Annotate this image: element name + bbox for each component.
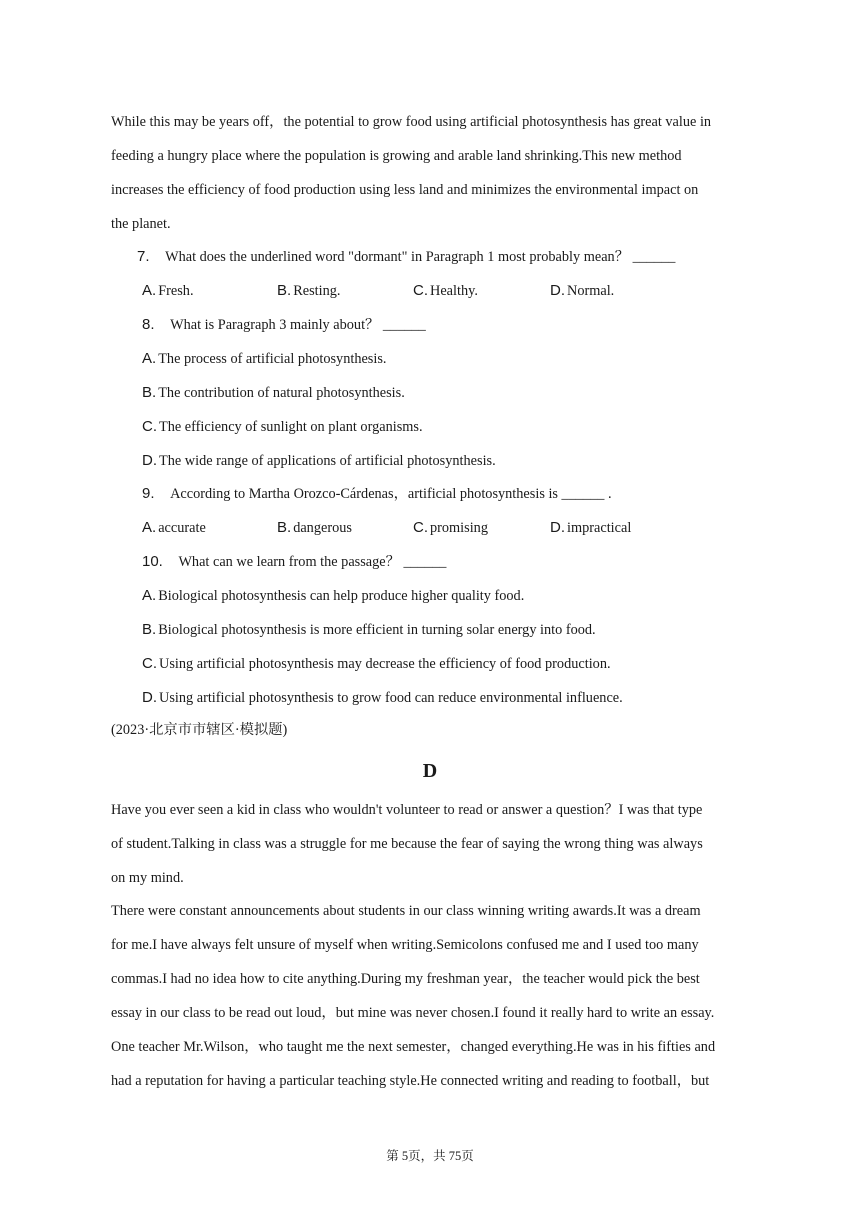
option-10a — [142, 587, 524, 605]
section-title: D — [422, 760, 438, 782]
option-letter: B. — [142, 621, 157, 638]
question-text: What is Paragraph 3 mainly about？ ______ — [170, 317, 426, 333]
passage-d-line: There were constant announcements about students in our class winning writing awards.It was a dream — [111, 903, 701, 919]
question-7 — [137, 248, 675, 266]
option-10b — [142, 621, 596, 639]
option-letter: A. — [142, 282, 157, 299]
option-text: Biological photosynthesis is more efficient in turning solar energy into food. — [158, 622, 596, 638]
option-text: Using artificial photosynthesis to grow food can reduce environmental influence. — [159, 690, 623, 706]
option-letter: C. — [142, 418, 157, 435]
option-10d — [142, 689, 623, 707]
option-text: Fresh. — [158, 283, 194, 299]
source-label: (2023·北京市市辖区·模拟题) — [111, 722, 288, 738]
question-number: 8. — [142, 316, 155, 333]
option-7a — [142, 282, 194, 300]
passage-d-line: had a reputation for having a particular teaching style.He connected writing and reading to football，but — [111, 1073, 710, 1089]
passage-d-line: on my mind. — [111, 870, 184, 886]
option-letter: C. — [413, 282, 428, 299]
option-text: dangerous — [293, 520, 352, 536]
option-letter: B. — [277, 519, 292, 536]
option-8a — [142, 350, 386, 368]
option-letter: A. — [142, 519, 157, 536]
option-9d — [550, 519, 631, 537]
option-letter: C. — [142, 655, 157, 672]
option-letter: D. — [142, 452, 157, 469]
question-8 — [142, 316, 426, 334]
option-text: Healthy. — [430, 283, 478, 299]
option-text: Biological photosynthesis can help produce higher quality food. — [158, 588, 525, 604]
passage-d-line: of student.Talking in class was a struggle for me because the fear of saying the wrong thing was always — [111, 836, 703, 852]
question-10 — [142, 553, 446, 571]
option-letter: D. — [550, 519, 565, 536]
option-8c — [142, 418, 423, 436]
page-footer: 第 5页，共 75页 — [386, 1149, 474, 1163]
option-9b — [277, 519, 352, 537]
question-text: What does the underlined word "dormant" in Paragraph 1 most probably mean？ ______ — [165, 249, 676, 265]
option-8d — [142, 452, 496, 470]
question-number: 10. — [142, 553, 163, 570]
option-9c — [413, 519, 488, 537]
option-letter: B. — [277, 282, 292, 299]
question-number: 9. — [142, 485, 155, 502]
option-10c — [142, 655, 611, 673]
passage-d-line: Have you ever seen a kid in class who wouldn't volunteer to read or answer a question？I was that type — [111, 802, 703, 818]
option-text: accurate — [158, 520, 206, 536]
passage-d-line: commas.I had no idea how to cite anything.During my freshman year，the teacher would pick the best — [111, 971, 700, 987]
option-text: The process of artificial photosynthesis. — [158, 351, 387, 367]
passage-c-line: increases the efficiency of food production using less land and minimizes the environmental impact on — [111, 182, 699, 198]
option-7d — [550, 282, 614, 300]
passage-c-line: the planet. — [111, 216, 171, 232]
option-letter: D. — [142, 689, 157, 706]
question-number: 7. — [137, 248, 150, 265]
option-9a — [142, 519, 206, 537]
option-letter: A. — [142, 587, 157, 604]
option-8b — [142, 384, 405, 402]
passage-d-line: One teacher Mr.Wilson，who taught me the next semester，changed everything.He was in his fifties and — [111, 1039, 716, 1055]
question-text: According to Martha Orozco-Cárdenas，artificial photosynthesis is ______ . — [170, 486, 612, 502]
option-7b — [277, 282, 340, 300]
option-text: The contribution of natural photosynthesis. — [158, 385, 405, 401]
passage-d-line: for me.I have always felt unsure of myself when writing.Semicolons confused me and I used too many — [111, 937, 699, 953]
option-text: The efficiency of sunlight on plant organisms. — [159, 419, 423, 435]
option-text: Using artificial photosynthesis may decrease the efficiency of food production. — [159, 656, 611, 672]
option-text: Normal. — [567, 283, 615, 299]
option-letter: B. — [142, 384, 157, 401]
passage-c-line: While this may be years off，the potential to grow food using artificial photosynthesis has great value in — [111, 114, 712, 130]
question-9 — [142, 485, 612, 503]
option-letter: A. — [142, 350, 157, 367]
option-text: Resting. — [293, 283, 341, 299]
question-text: What can we learn from the passage？ ______ — [178, 554, 447, 570]
passage-d-line: essay in our class to be read out loud，but mine was never chosen.I found it really hard to write an essay. — [111, 1005, 715, 1021]
option-letter: C. — [413, 519, 428, 536]
option-text: promising — [430, 520, 488, 536]
option-7c — [413, 282, 478, 300]
option-text: The wide range of applications of artificial photosynthesis. — [159, 453, 496, 469]
option-text: impractical — [567, 520, 632, 536]
option-letter: D. — [550, 282, 565, 299]
passage-c-line: feeding a hungry place where the population is growing and arable land shrinking.This new method — [111, 148, 682, 164]
